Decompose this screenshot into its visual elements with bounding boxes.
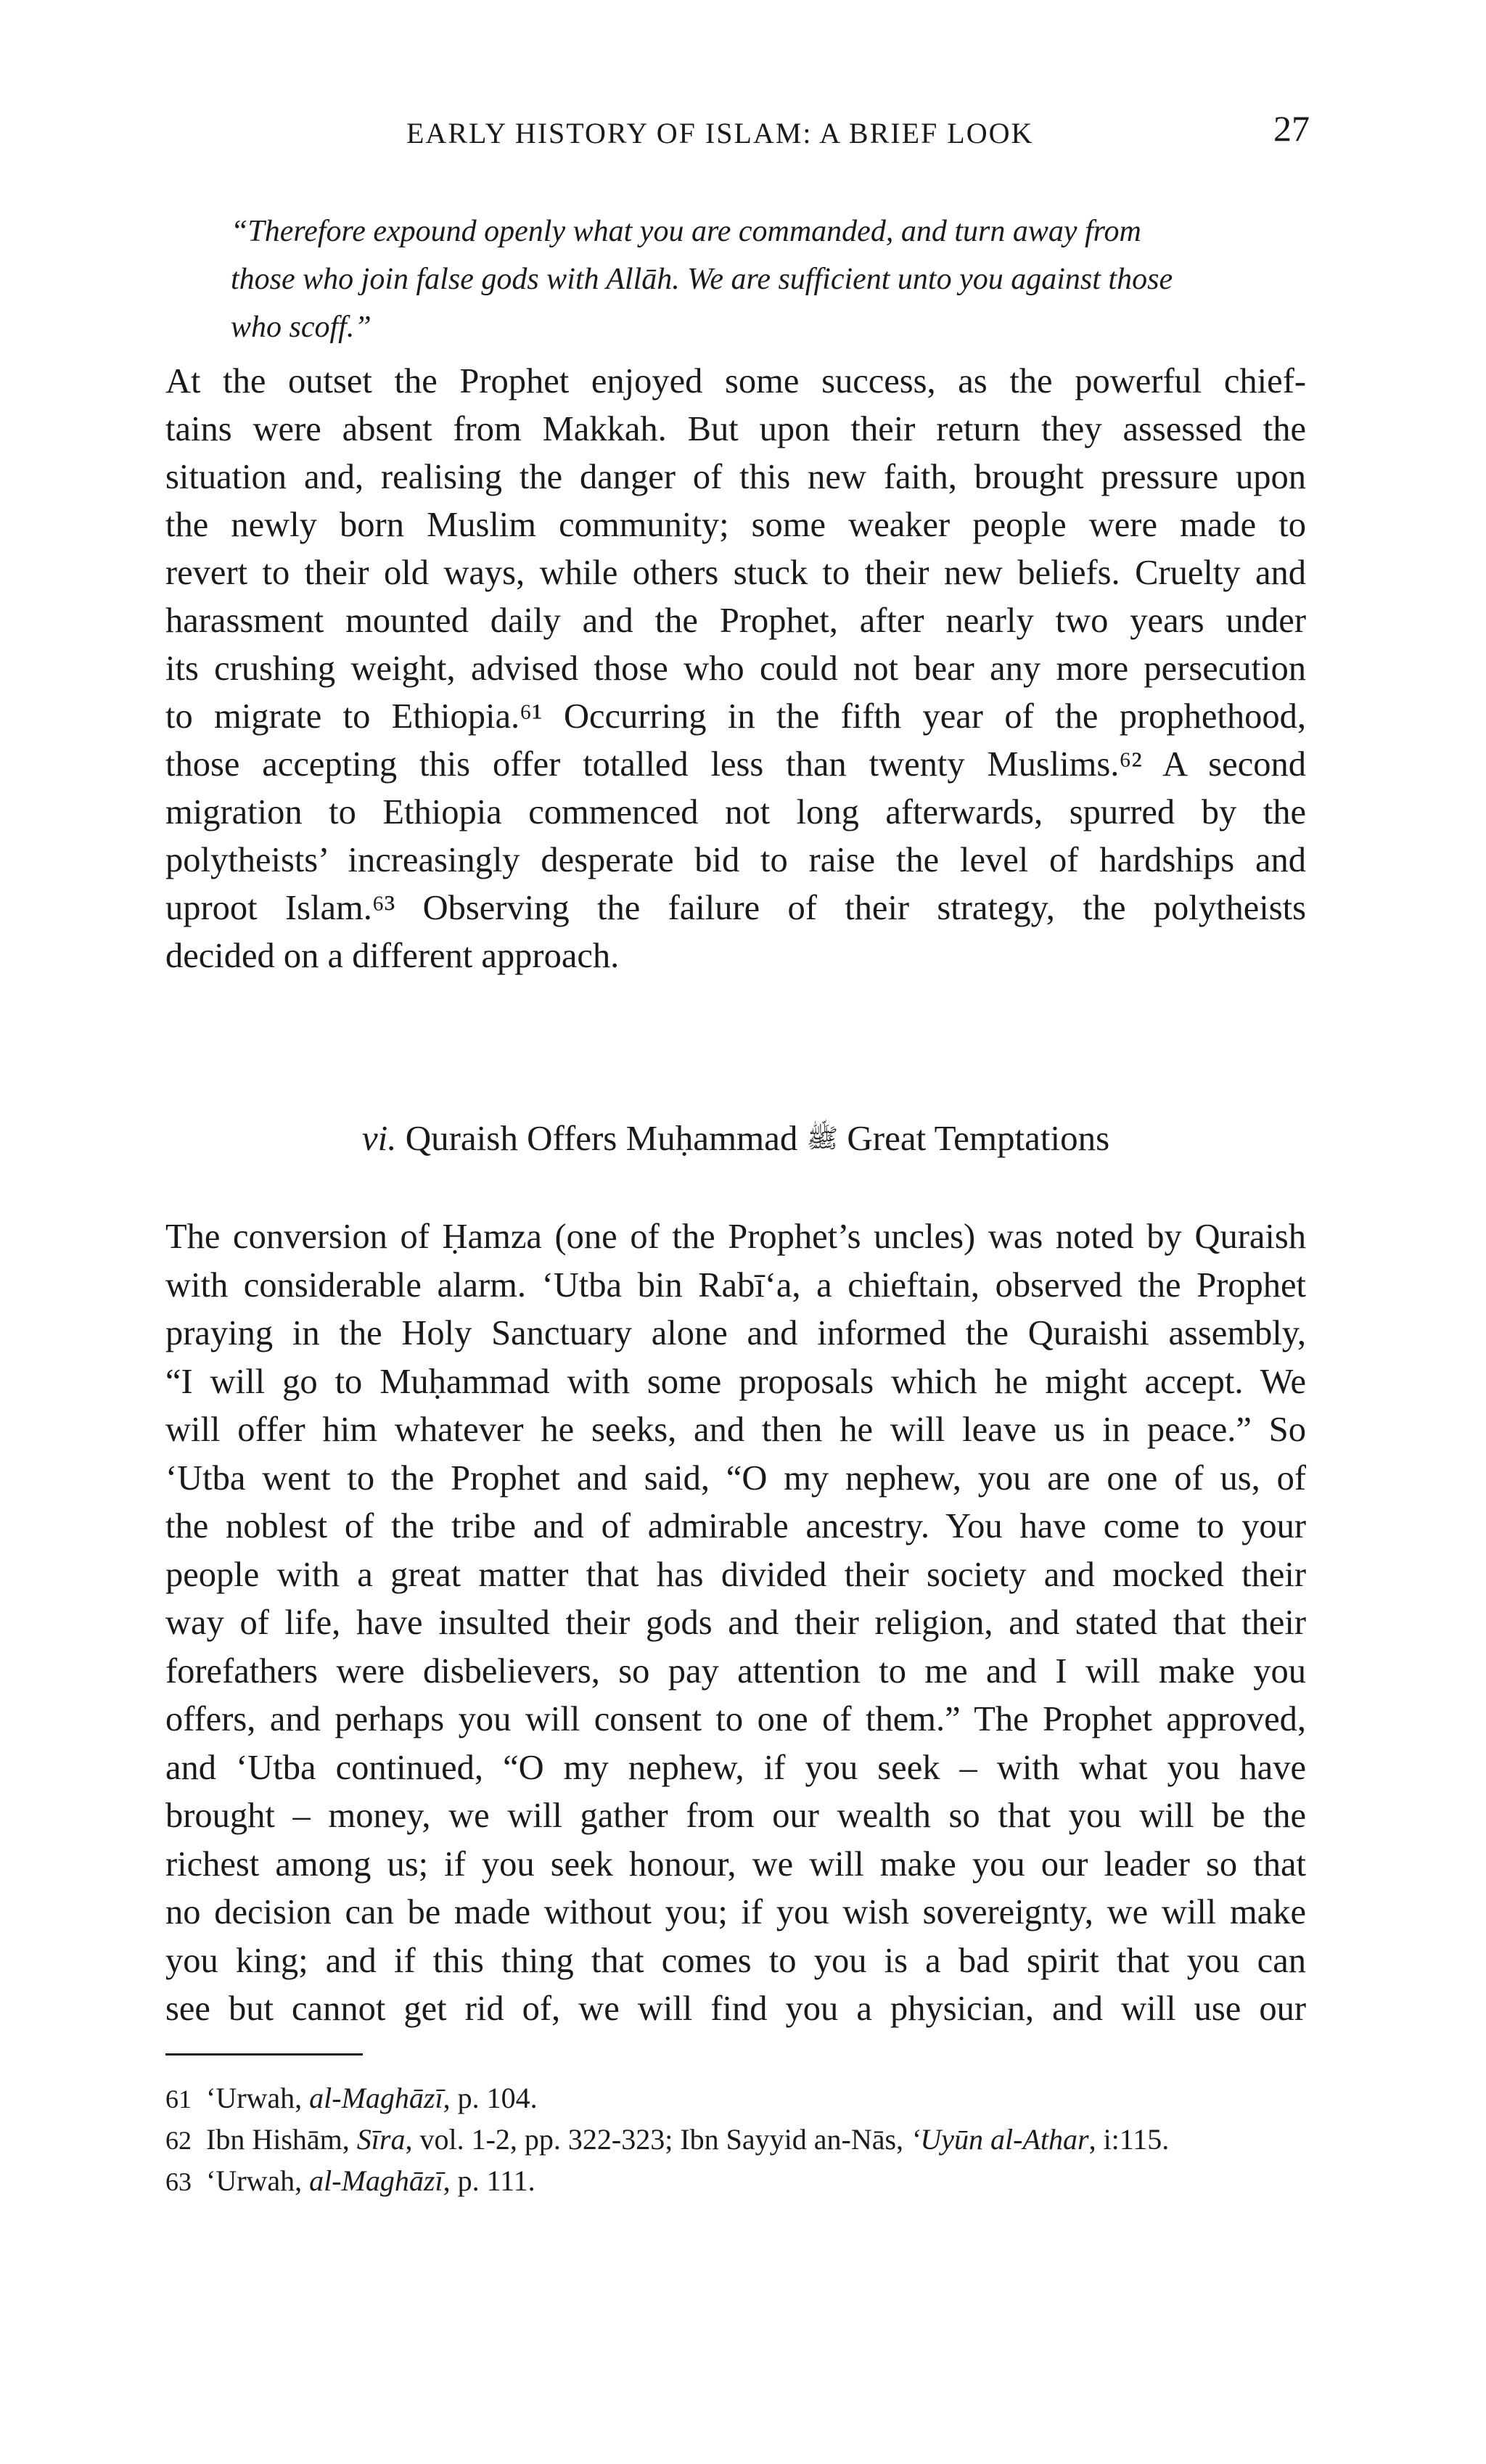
text-line: situation and, realising the danger of this new faith, brought pressure upon — [165, 458, 1306, 496]
text-line: The conversion of Ḥamza (one of the Prophet’s uncles) was noted by Quraish — [165, 1217, 1306, 1256]
footnote-61 — [165, 2078, 1306, 2119]
section-heading — [165, 1117, 1306, 1163]
section-number: vi. — [361, 1118, 397, 1158]
footnote-63 — [165, 2161, 1306, 2202]
footnote-62 — [165, 2119, 1306, 2161]
footnote-source: al-Maghāzī — [309, 2082, 443, 2114]
text-line: those accepting this offer totalled less than twenty Muslims.⁶² A second — [165, 745, 1306, 784]
paragraph-early-persecution — [165, 358, 1306, 980]
footnote-text: ‘Urwah, — [206, 2082, 310, 2114]
section-title-part: Great Temptations — [847, 1118, 1110, 1158]
footnote-source: ‘Uyūn al-Athar — [911, 2123, 1089, 2156]
text-line: tains were absent from Makkah. But upon their return they assessed the — [165, 410, 1306, 448]
footnote-text: ‘Urwah, — [206, 2164, 310, 2197]
footnote-source: Sīra — [356, 2123, 406, 2156]
quote-line: those who join false gods with Allāh. We are sufficient unto you against those — [231, 263, 1173, 296]
text-line: brought – money, we will gather from our wealth so that you will be the — [165, 1796, 1306, 1835]
text-line: people with a great matter that has divided their society and mocked their — [165, 1555, 1306, 1594]
section-title-part: Quraish Offers Muḥammad — [405, 1118, 798, 1158]
text-line: the newly born Muslim community; some weaker people were made to — [165, 506, 1306, 544]
text-line: with considerable alarm. ‘Utba bin Rabī‘a, a chieftain, observed the Prophet — [165, 1265, 1306, 1305]
text-line: harassment mounted daily and the Prophet, after nearly two years under — [165, 601, 1306, 640]
text-line: decided on a different approach. — [165, 937, 620, 975]
footnotes — [165, 2078, 1306, 2202]
running-head: EARLY HISTORY OF ISLAM: A BRIEF LOOK — [406, 117, 1034, 149]
text-line: revert to their old ways, while others stuck to their new beliefs. Cruelty and — [165, 554, 1306, 592]
quote-line: who scoff.” — [231, 311, 372, 344]
text-line: see but cannot get rid of, we will find you a physician, and will use our — [165, 1989, 1306, 2028]
footnote-divider — [165, 2053, 363, 2056]
text-line: uproot Islam.⁶³ Observing the failure of their strategy, the polytheists — [165, 889, 1306, 927]
footnote-text: , p. 111. — [443, 2164, 535, 2197]
footnote-number: 62 — [165, 2126, 192, 2155]
footnote-source: al-Maghāzī — [309, 2164, 443, 2197]
text-line: you king; and if this thing that comes to you is a bad spirit that you can — [165, 1941, 1306, 1980]
text-line: will offer him whatever he seeks, and then he will leave us in peace.” So — [165, 1410, 1306, 1449]
footnote-text: , i:115. — [1088, 2123, 1170, 2156]
paragraph-utba-offers — [165, 1213, 1306, 2034]
text-line: no decision can be made without you; if you wish sovereignty, we will make — [165, 1893, 1306, 1931]
text-line: the noblest of the tribe and of admirable ancestry. You have come to your — [165, 1507, 1306, 1545]
footnote-text: Ibn Hishām, — [206, 2123, 357, 2156]
page-number: 27 — [1273, 108, 1310, 149]
text-line: way of life, have insulted their gods and their religion, and stated that their — [165, 1603, 1306, 1642]
honorific-icon: ﷺ — [806, 1124, 839, 1153]
quote-line: “Therefore expound openly what you are commanded, and turn away from — [231, 215, 1141, 248]
quran-quote — [231, 208, 1248, 351]
footnote-text: , vol. 1-2, pp. 322-323; Ibn Sayyid an-Nās, — [405, 2123, 911, 2156]
text-line: forefathers were disbelievers, so pay attention to me and I will make you — [165, 1651, 1306, 1691]
footnote-number: 61 — [165, 2085, 192, 2114]
text-line: ‘Utba went to the Prophet and said, “O my nephew, you are one of us, of — [165, 1458, 1306, 1498]
text-line: its crushing weight, advised those who could not bear any more persecution — [165, 649, 1306, 688]
text-line: migration to Ethiopia commenced not long afterwards, spurred by the — [165, 793, 1306, 831]
footnote-text: , p. 104. — [443, 2082, 538, 2114]
text-line: polytheists’ increasingly desperate bid to raise the level of hardships and — [165, 841, 1306, 879]
text-line: praying in the Holy Sanctuary alone and informed the Quraishi assembly, — [165, 1314, 1306, 1352]
text-line: At the outset the Prophet enjoyed some success, as the powerful chief- — [165, 362, 1306, 401]
text-line: “I will go to Muḥammad with some proposals which he might accept. We — [165, 1362, 1306, 1401]
text-line: and ‘Utba continued, “O my nephew, if you seek – with what you have — [165, 1748, 1306, 1787]
text-line: offers, and perhaps you will consent to one of them.” The Prophet approved, — [165, 1700, 1306, 1738]
text-line: richest among us; if you seek honour, we will make you our leader so that — [165, 1844, 1306, 1884]
footnote-number: 63 — [165, 2167, 192, 2196]
text-line: to migrate to Ethiopia.⁶¹ Occurring in the fifth year of the prophethood, — [165, 697, 1306, 736]
